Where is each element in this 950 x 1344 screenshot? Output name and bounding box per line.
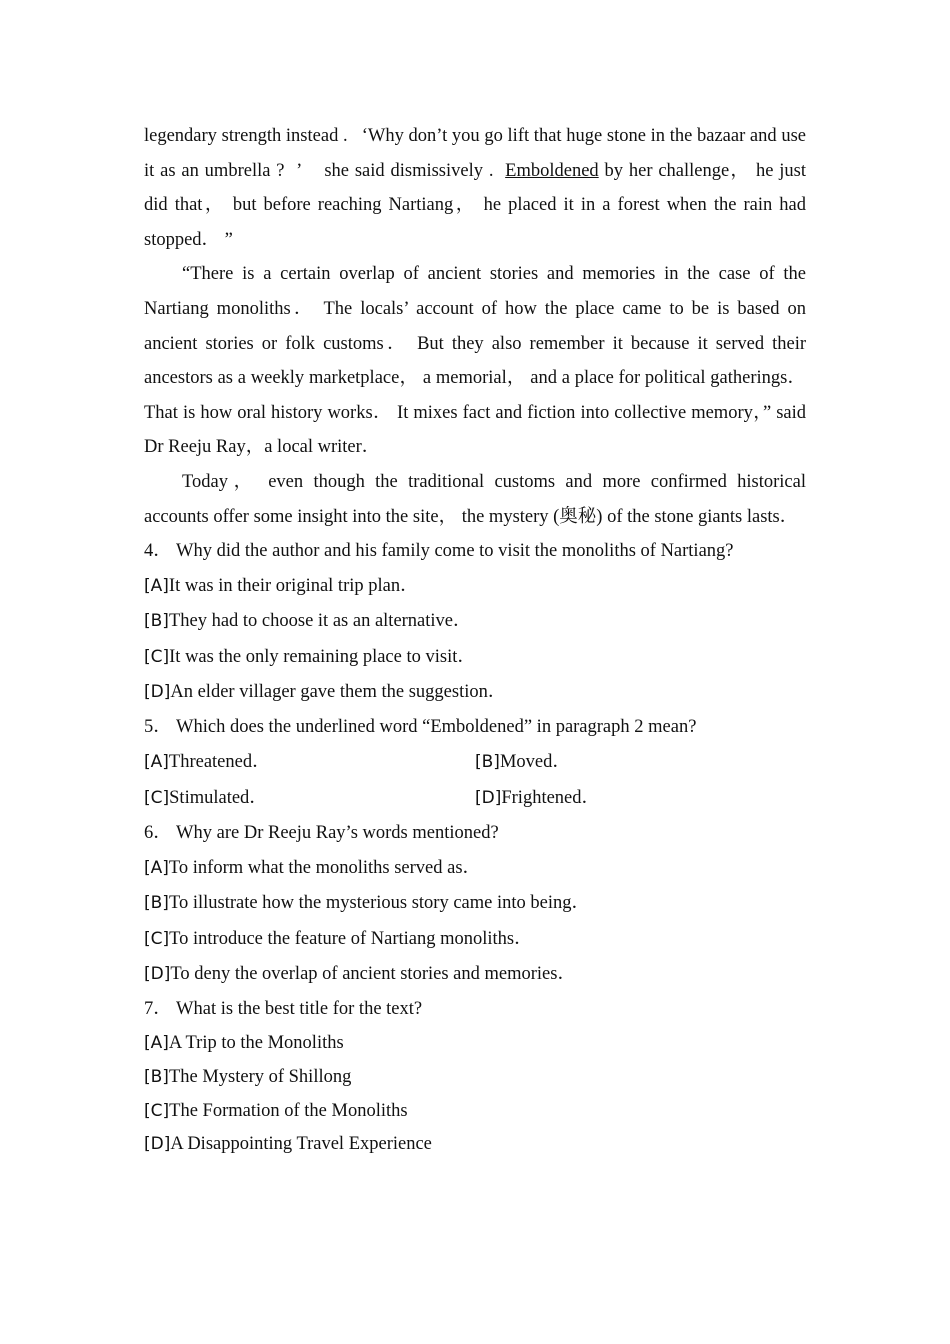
question-4-option-b xyxy=(144,604,806,639)
option-letter: [C] xyxy=(144,646,170,667)
question-6-option-c xyxy=(144,922,806,957)
question-7-option-a xyxy=(144,1027,806,1061)
option-letter: [C] xyxy=(144,1100,170,1121)
option-text: Threatened． xyxy=(168,752,271,773)
question-4-option-a xyxy=(144,569,806,604)
option-text: To illustrate how the mysterious story came into being． xyxy=(168,893,590,914)
question-5-option-d xyxy=(475,781,806,816)
paragraph-1-text-after: by her challenge， he just did that， but before reaching Nartiang， he placed it in a forest when the rain had stopped． ” xyxy=(144,160,807,250)
question-5-options-row-2 xyxy=(144,781,806,816)
question-4-option-c xyxy=(144,640,806,675)
passage-paragraph-2: “There is a certain overlap of ancient stories and memories in the case of the Nartiang monoliths． The locals’ account of how the place came to be is based on ancient stories or folk customs． But they also remember it because it served their ancestors as a weekly marketplace， a memorial， and a place for political gatherings． That is how oral history works． It mixes fact and fiction into collective memory，” said Dr Reeju Ray，a local writer． xyxy=(144,264,806,458)
question-7-option-c xyxy=(144,1095,806,1129)
option-text: They had to choose it as an alternative． xyxy=(168,611,472,632)
paragraph-1-text-before: legendary strength instead . ‘Why don’t you go lift that huge stone in the bazaar and use it as an umbrella ? ’ she said dismissively . xyxy=(144,126,806,181)
option-letter: [B] xyxy=(144,893,169,914)
option-letter: [C] xyxy=(144,928,170,949)
option-text: The Mystery of Shillong xyxy=(168,1066,352,1087)
option-letter: [D] xyxy=(475,787,502,808)
question-5-option-a xyxy=(144,745,475,780)
option-text: An elder villager gave them the suggestion． xyxy=(170,682,507,703)
option-text: The Formation of the Monoliths xyxy=(169,1100,408,1121)
question-4-stem: 4． Why did the author and his family come to visit the monoliths of Nartiang? xyxy=(144,541,734,562)
question-7-stem: 7． What is the best title for the text? xyxy=(144,999,423,1020)
question-5-options-row-1 xyxy=(144,745,806,780)
option-letter: [A] xyxy=(144,857,169,878)
option-text: A Disappointing Travel Experience xyxy=(170,1134,432,1155)
option-text: A Trip to the Monoliths xyxy=(168,1033,344,1054)
option-letter: [A] xyxy=(144,1033,169,1054)
option-letter: [D] xyxy=(144,682,171,703)
option-text: To inform what the monoliths served as． xyxy=(168,857,482,878)
passage-paragraph-1 xyxy=(144,119,806,257)
question-7-option-b xyxy=(144,1061,806,1095)
question-6-option-d xyxy=(144,957,806,992)
document-page xyxy=(144,119,806,1162)
passage-paragraph-3: Today， even though the traditional customs and more confirmed historical accounts offer some insight into the site， the mystery (奥秘) of the stone giants lasts． xyxy=(144,471,806,527)
question-6-stem: 6． Why are Dr Reeju Ray’s words mentioned? xyxy=(144,822,499,843)
option-letter: [B] xyxy=(144,1066,169,1087)
option-text: It was the only remaining place to visit． xyxy=(169,646,476,667)
option-text: Stimulated． xyxy=(169,787,268,808)
question-5-option-c xyxy=(144,781,475,816)
question-6-option-a xyxy=(144,851,806,886)
question-5-stem: 5． Which does the underlined word “Emboldened” in paragraph 2 mean? xyxy=(144,717,697,738)
question-7-option-d xyxy=(144,1128,806,1162)
option-letter: [D] xyxy=(144,1134,171,1155)
option-letter: [B] xyxy=(144,611,169,632)
option-text: To deny the overlap of ancient stories and memories． xyxy=(170,963,576,984)
question-5-option-b xyxy=(475,745,806,780)
option-letter: [C] xyxy=(144,787,170,808)
option-letter: [A] xyxy=(144,752,169,773)
question-4-option-d xyxy=(144,675,806,710)
option-letter: [A] xyxy=(144,576,169,597)
option-text: Moved． xyxy=(499,752,571,773)
option-text: To introduce the feature of Nartiang monoliths． xyxy=(169,928,533,949)
underlined-word-emboldened: Emboldened xyxy=(505,160,599,181)
question-6-option-b xyxy=(144,886,806,921)
option-letter: [D] xyxy=(144,963,171,984)
option-text: Frightened． xyxy=(501,787,601,808)
option-text: It was in their original trip plan． xyxy=(168,576,419,597)
option-letter: [B] xyxy=(475,752,500,773)
